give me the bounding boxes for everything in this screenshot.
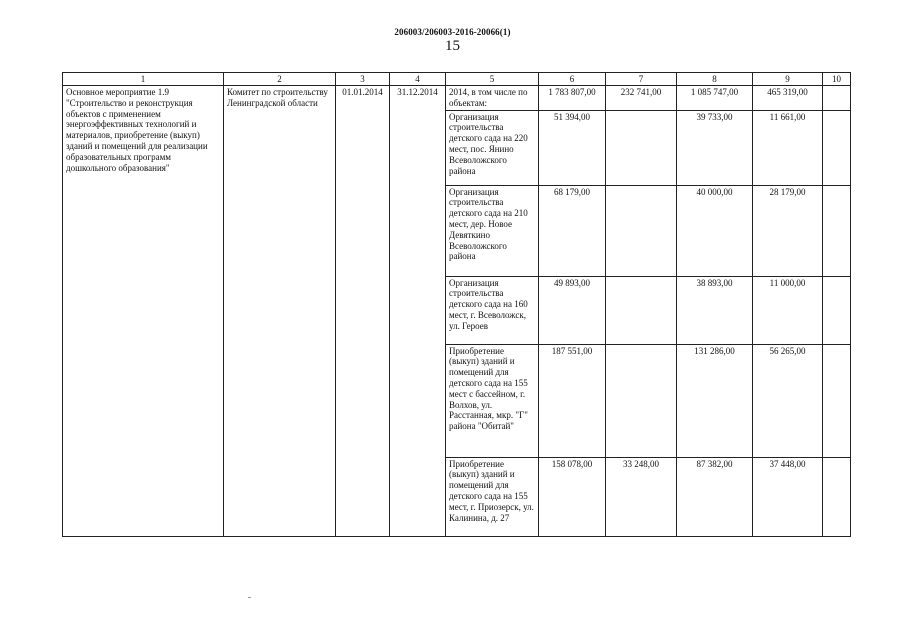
value-cell [823, 110, 851, 185]
value-cell: 87 382,00 [677, 457, 753, 536]
column-header: 7 [606, 73, 677, 86]
object-label-cell: Организация строительства детского сада на 160 мест, г. Всеволожск, ул. Героев [446, 276, 539, 344]
object-label-cell: Приобретение (выкуп) зданий и помещений для детского сада на 155 мест с бассейном, г. Волхов, ул. Расстанная, мкр. "Г" района "Обитай" [446, 344, 539, 457]
value-cell [606, 276, 677, 344]
document-id: 206003/206003-2016-20066(1) [394, 27, 511, 37]
value-cell [823, 276, 851, 344]
value-cell [606, 344, 677, 457]
object-label-cell: Организация строительства детского сада на 210 мест, дер. Новое Девяткино Всеволожского района [446, 185, 539, 276]
column-header: 2 [224, 73, 336, 86]
value-cell: 38 893,00 [677, 276, 753, 344]
value-cell: 131 286,00 [677, 344, 753, 457]
column-header: 3 [336, 73, 390, 86]
value-cell: 11 661,00 [753, 110, 823, 185]
page-number: 15 [445, 38, 460, 54]
value-cell: 56 265,00 [753, 344, 823, 457]
value-cell: 28 179,00 [753, 185, 823, 276]
value-cell [606, 185, 677, 276]
value-cell: 33 248,00 [606, 457, 677, 536]
scan-speck [248, 597, 251, 598]
value-cell: 37 448,00 [753, 457, 823, 536]
end-date-cell: 31.12.2014 [390, 86, 446, 537]
object-label-cell: Приобретение (выкуп) зданий и помещений для детского сада на 155 мест, г. Приозерск, ул. Калинина, д. 27 [446, 457, 539, 536]
column-header: 6 [539, 73, 606, 86]
value-cell: 1 085 747,00 [677, 86, 753, 111]
executor-cell: Комитет по строительству Ленинградской области [224, 86, 336, 537]
value-cell [823, 344, 851, 457]
start-date-cell: 01.01.2014 [336, 86, 390, 537]
value-cell: 11 000,00 [753, 276, 823, 344]
value-cell: 51 394,00 [539, 110, 606, 185]
value-cell [823, 86, 851, 111]
column-number-row [63, 73, 851, 86]
column-header: 4 [390, 73, 446, 86]
value-cell: 158 078,00 [539, 457, 606, 536]
value-cell [606, 110, 677, 185]
value-cell: 232 741,00 [606, 86, 677, 111]
column-header: 9 [753, 73, 823, 86]
value-cell: 40 000,00 [677, 185, 753, 276]
object-label-cell: 2014, в том числе по объектам: [446, 86, 539, 111]
value-cell: 187 551,00 [539, 344, 606, 457]
column-header: 10 [823, 73, 851, 86]
value-cell [823, 457, 851, 536]
activity-name-cell: Основное мероприятие 1.9 "Строительство и реконструкция объектов с применением энергоэффективных технологий и материалов, приобретение (выкуп) зданий и помещений для реализации образовательных программ дошкольного образования" [63, 86, 224, 537]
column-header: 1 [63, 73, 224, 86]
object-label-cell: Организация строительства детского сада на 220 мест, пос. Янино Всеволожского района [446, 110, 539, 185]
column-header: 8 [677, 73, 753, 86]
column-header: 5 [446, 73, 539, 86]
program-table [62, 72, 851, 537]
value-cell [823, 185, 851, 276]
value-cell: 68 179,00 [539, 185, 606, 276]
value-cell: 1 783 807,00 [539, 86, 606, 111]
value-cell: 465 319,00 [753, 86, 823, 111]
value-cell: 49 893,00 [539, 276, 606, 344]
table-row [63, 86, 851, 111]
value-cell: 39 733,00 [677, 110, 753, 185]
